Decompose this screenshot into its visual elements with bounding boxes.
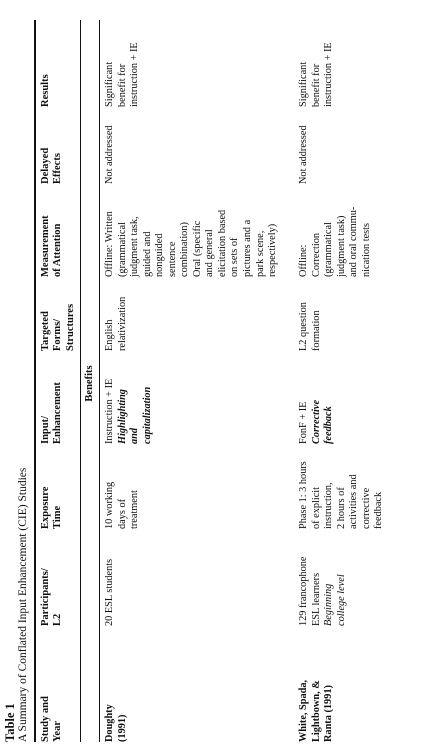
row1-results: Significant benefit for instruction + IE (104, 42, 141, 107)
row1-study: Doughty (1991) (104, 704, 128, 742)
header-targeted: Targeted Forms/ Structures (40, 303, 76, 351)
table-number: Table 1 (3, 703, 17, 742)
section-label-benefits: Benefits (84, 365, 95, 402)
header-study: Study and Year (40, 696, 64, 742)
top-rule (34, 20, 36, 742)
row1-delayed: Not addressed (104, 125, 115, 184)
row1-input: Instruction + IE Highlighting and capitalization (104, 378, 153, 444)
row2-targeted: L2 question formation (298, 302, 322, 351)
header-input: Input/ Enhancement (40, 382, 64, 444)
row1-targeted: English relativization (104, 296, 128, 351)
row1-exposure: 10 working days of treatment (104, 481, 141, 529)
row2-participants: 129 francophone ESL learners Beginning college level (298, 556, 347, 626)
header-delayed: Delayed Effects (40, 147, 64, 184)
row2-measurement: Offline: Correction (grammatical judgment task) and oral commu- nication tests (298, 206, 372, 277)
header-rule (80, 20, 81, 742)
header-results: Results (40, 74, 51, 107)
row2-delayed: Not addressed (298, 125, 309, 184)
header-measurement: Measurement of Attention (40, 215, 64, 277)
table-title: A Summary of Conflated Input Enhancement (CIE) Studies (17, 467, 29, 742)
row2-study: White, Spada, Lightbown, & Ranta (1991) (298, 679, 335, 742)
row2-input: FonF + IE Corrective feedback (298, 399, 335, 444)
header-exposure: Exposure Time (40, 486, 64, 529)
row2-exposure: Phase 1: 3 hours of explicit instruction, 2 hours of activities and corrective feedback (298, 461, 385, 529)
section-rule (99, 20, 100, 742)
row2-results: Significant benefit for instruction + IE (298, 42, 335, 107)
row1-measurement: Offline: Written (grammatical judgment task, guided and nonguided sentence combination) Oral (specific and general elicitation based on sets of pictures and a park scene, respectively) (104, 209, 279, 277)
header-participants: Participants/ L2 (40, 568, 64, 626)
row1-participants: 20 ESL students (104, 558, 115, 626)
